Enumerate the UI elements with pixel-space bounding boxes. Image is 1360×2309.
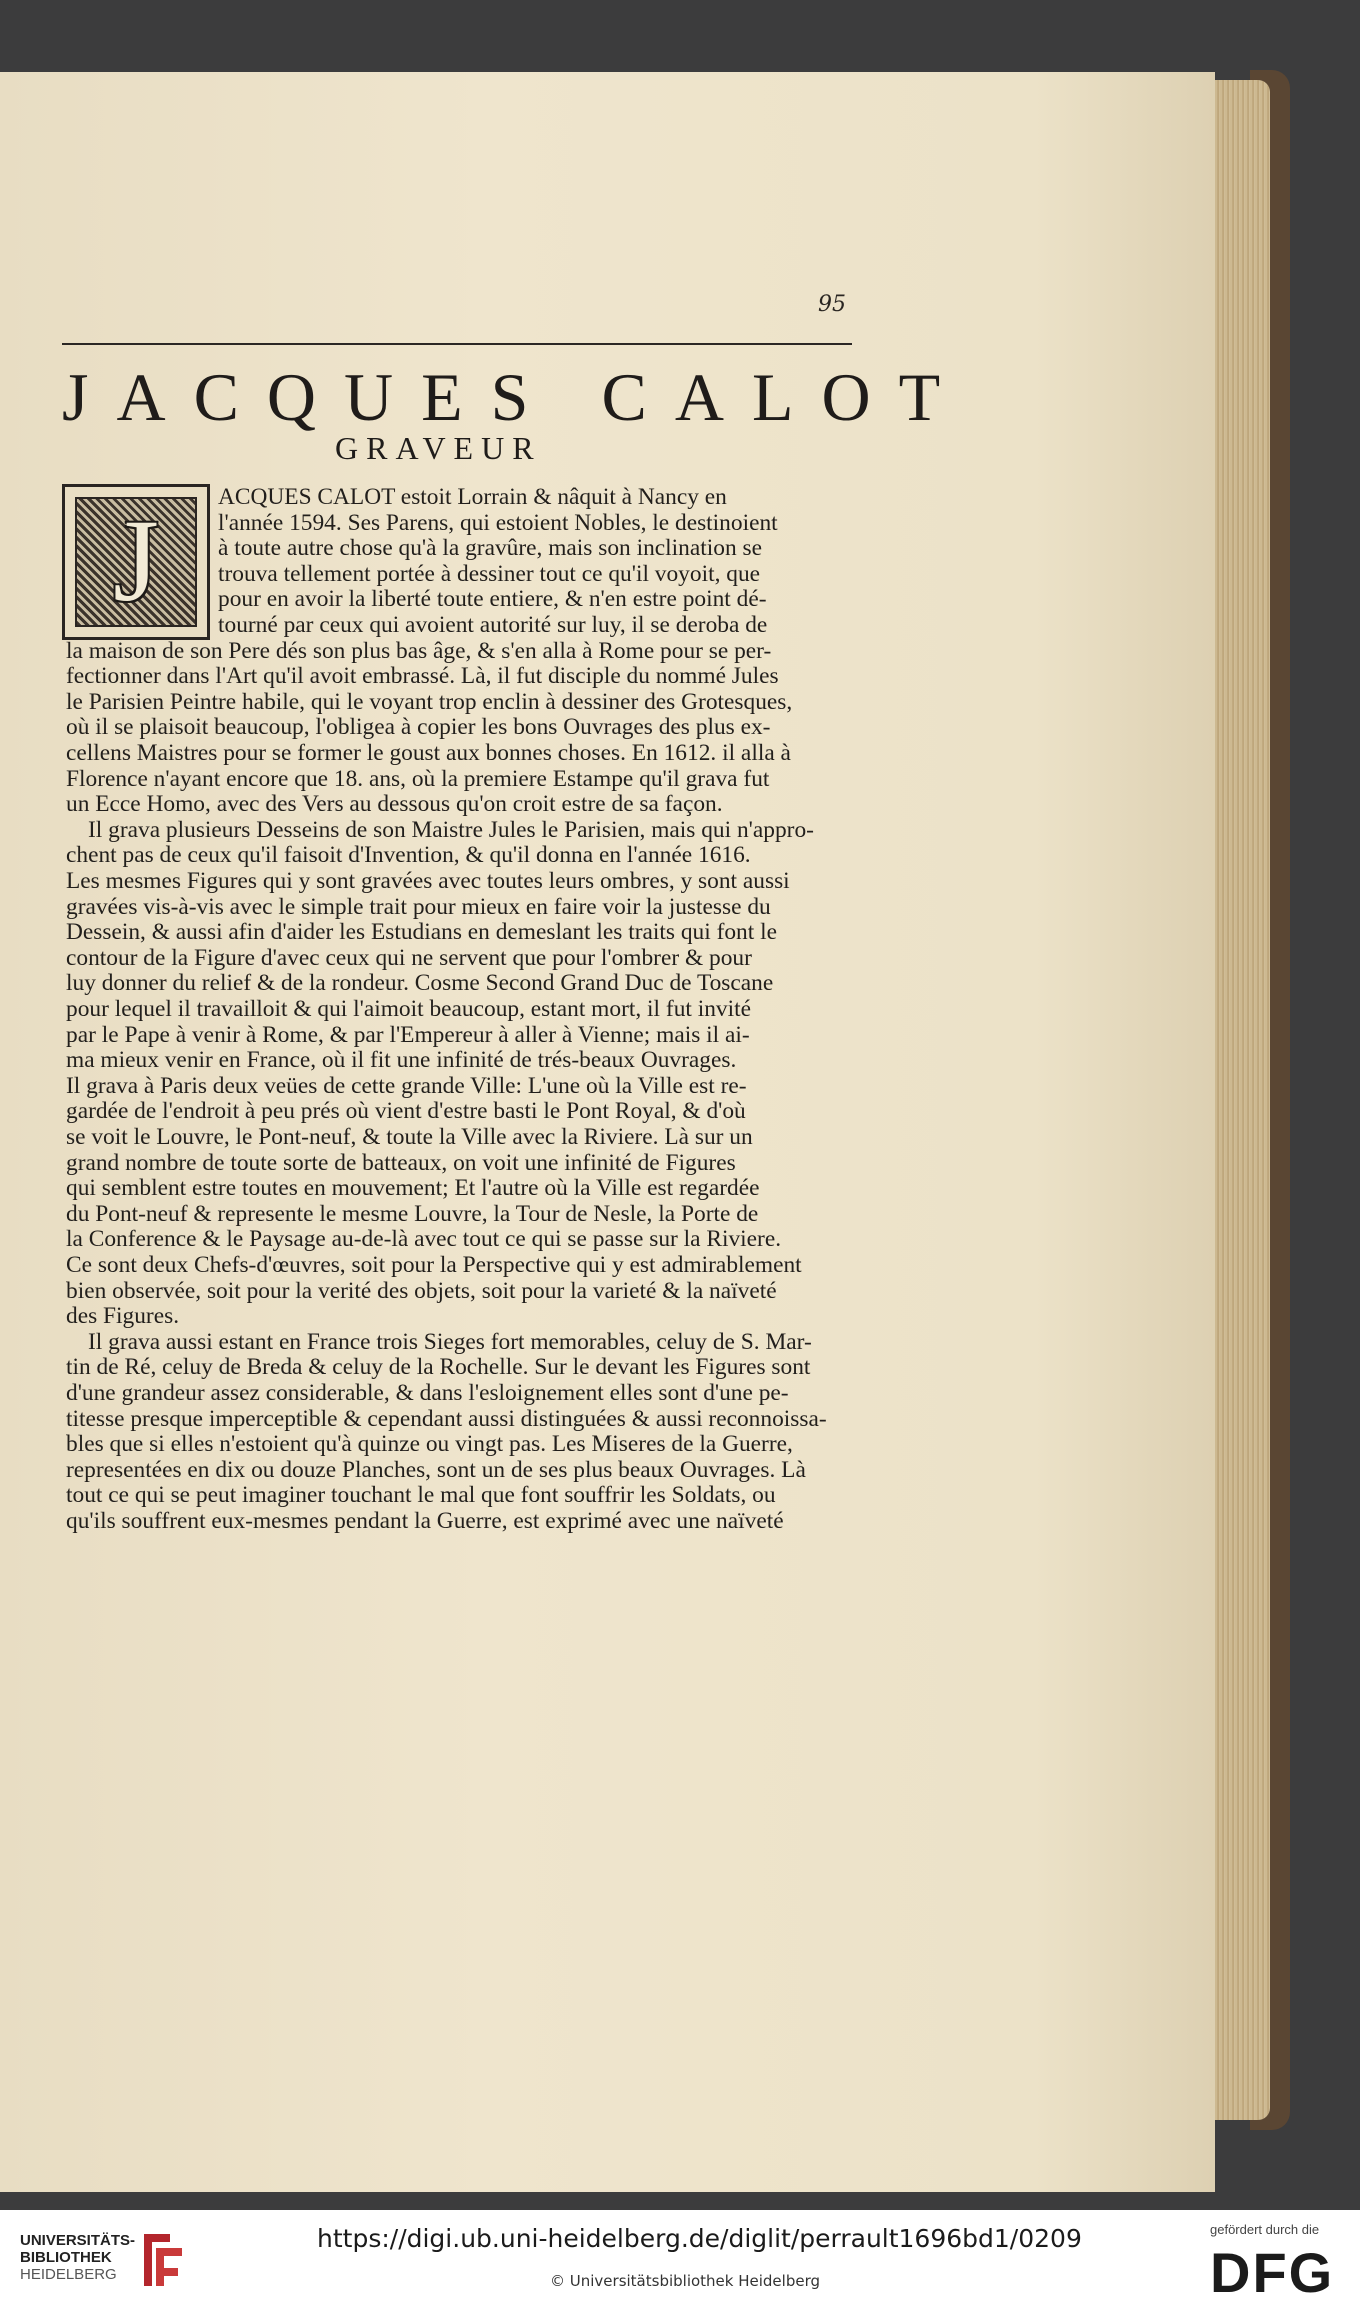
dfg-logo[interactable]: DFG <box>1210 2241 1335 2304</box>
text-line: tin de Ré, celuy de Breda & celuy de la Rochelle. Sur le devant les Figures sont <box>66 1354 811 1381</box>
library-name-line2: BIBLIOTHEK <box>20 2249 112 2266</box>
text-line: representées en dix ou douze Planches, sont un de ses plus beaux Ouvrages. Là <box>66 1456 806 1483</box>
text-line: chent pas de ceux qu'il faisoit d'Invention, & qu'il donna en l'année 1616. <box>66 842 751 869</box>
text-line: un Ecce Homo, avec des Vers au dessous qu'on croit estre de sa façon. <box>66 791 723 818</box>
permalink-url[interactable]: https://digi.ub.uni-heidelberg.de/diglit/perrault1696bd1/0209 <box>317 2224 1082 2253</box>
text-line: contour de la Figure d'avec ceux qui ne servent que pour l'ombrer & pour <box>66 944 752 971</box>
page-edges <box>1210 80 1270 2120</box>
text-line: Il grava aussi estant en France trois Sieges fort memorables, celuy de S. Mar- <box>88 1328 812 1355</box>
text-line: pour en avoir la liberté toute entiere, & n'en estre point dé- <box>218 586 767 613</box>
text-line: gardée de l'endroit à peu prés où vient d'estre basti le Pont Royal, & d'où <box>66 1098 746 1125</box>
text-line: des Figures. <box>66 1303 180 1330</box>
text-line: luy donner du relief & de la rondeur. Cosme Second Grand Duc de Toscane <box>66 970 774 997</box>
text-line: cellens Maistres pour se former le goust aux bonnes choses. En 1612. il alla à <box>66 740 791 766</box>
library-logo[interactable] <box>20 2232 135 2283</box>
text-line: du Pont-neuf & represente le mesme Louvre, la Tour de Nesle, la Porte de <box>66 1200 759 1227</box>
text-line: tourné par ceux qui avoient autorité sur luy, il se deroba de <box>218 612 768 638</box>
text-line: ma mieux venir en France, où il fit une infinité de trés-beaux Ouvrages. <box>66 1047 737 1074</box>
text-line: Il grava plusieurs Desseins de son Maistre Jules le Parisien, mais qui n'appro- <box>88 816 814 843</box>
page-number: 95 <box>818 292 846 317</box>
text-line: qui semblent estre toutes en mouvement; Et l'autre où la Ville est regardée <box>66 1175 760 1202</box>
initial-letter: J <box>113 495 159 626</box>
text-line: Florence n'ayant encore que 18. ans, où la premiere Estampe qu'il grava fut <box>66 765 770 792</box>
library-name-line1: UNIVERSITÄTS- <box>20 2232 136 2249</box>
text-line: bles que si elles n'estoient qu'à quinze ou vingt pas. Les Miseres de la Guerre, <box>66 1431 793 1458</box>
text-line: Dessein, & aussi afin d'aider les Estudians en demeslant les traits qui font le <box>66 919 777 946</box>
library-emblem-icon <box>140 2228 186 2292</box>
text-line: trouva tellement portée à dessiner tout ce qu'il voyoit, que <box>218 560 761 587</box>
text-line: fectionner dans l'Art qu'il avoit embrassé. Là, il fut disciple du nommé Jules <box>66 663 779 690</box>
text-line: ACQUES CALOT estoit Lorrain & nâquit à Nancy en <box>218 484 727 510</box>
page-title: JACQUES CALOT <box>62 359 969 435</box>
text-line: où il se plaisoit beaucoup, l'obligea à copier les bons Ouvrages des plus ex- <box>66 714 771 741</box>
copyright-notice: © Universitätsbibliothek Heidelberg <box>550 2272 821 2290</box>
text-line: Les mesmes Figures qui y sont gravées avec toutes leurs ombres, y sont aussi <box>66 868 790 894</box>
text-line: pour lequel il travailloit & qui l'aimoit beaucoup, estant mort, il fut invité <box>66 996 751 1022</box>
text-line: la Conference & le Paysage au-de-là avec tout ce qui se passe sur la Riviere. <box>66 1226 782 1253</box>
text-line: Il grava à Paris deux veües de cette grande Ville: L'une où la Ville est re- <box>66 1072 747 1099</box>
text-line: bien observée, soit pour la verité des objets, soit pour la varieté & la naïveté <box>66 1277 777 1304</box>
library-name-line3: HEIDELBERG <box>20 2266 117 2283</box>
ornamental-initial <box>62 484 210 640</box>
text-line: titesse presque imperceptible & cependant aussi distinguées & aussi reconnoissa- <box>66 1405 827 1432</box>
text-line: se voit le Louvre, le Pont-neuf, & toute la Ville avec la Riviere. Là sur un <box>66 1124 753 1150</box>
page-subtitle: GRAVEUR <box>335 430 542 466</box>
text-line: à toute autre chose qu'à la gravûre, mais son inclination se <box>218 535 762 562</box>
text-line: d'une grandeur assez considerable, & dans l'esloignement elles sont d'une pe- <box>66 1380 789 1406</box>
text-line: qu'ils souffrent eux-mesmes pendant la Guerre, est exprimé avec une naïveté <box>66 1508 784 1534</box>
text-line: par le Pape à venir à Rome, & par l'Empereur à aller à Vienne; mais il ai- <box>66 1021 750 1048</box>
text-line: le Parisien Peintre habile, qui le voyant trop enclin à dessiner des Grotesques, <box>66 688 793 715</box>
footer-bar <box>0 2210 1360 2309</box>
text-line: grand nombre de toute sorte de batteaux, on voit une infinité de Figures <box>66 1149 736 1176</box>
sponsor-label: gefördert durch die <box>1210 2222 1320 2237</box>
text-line: la maison de son Pere dés son plus bas âge, & s'en alla à Rome pour se per- <box>66 637 772 664</box>
header-rule <box>62 343 852 345</box>
text-line: Ce sont deux Chefs-d'œuvres, soit pour la Perspective qui y est admirablement <box>66 1252 802 1278</box>
text-line: gravées vis-à-vis avec le simple trait pour mieux en faire voir la justesse du <box>66 893 771 920</box>
text-line: tout ce qui se peut imaginer touchant le mal que font souffrir les Soldats, ou <box>66 1482 776 1509</box>
text-line: l'année 1594. Ses Parens, qui estoient Nobles, le destinoient <box>218 509 778 536</box>
